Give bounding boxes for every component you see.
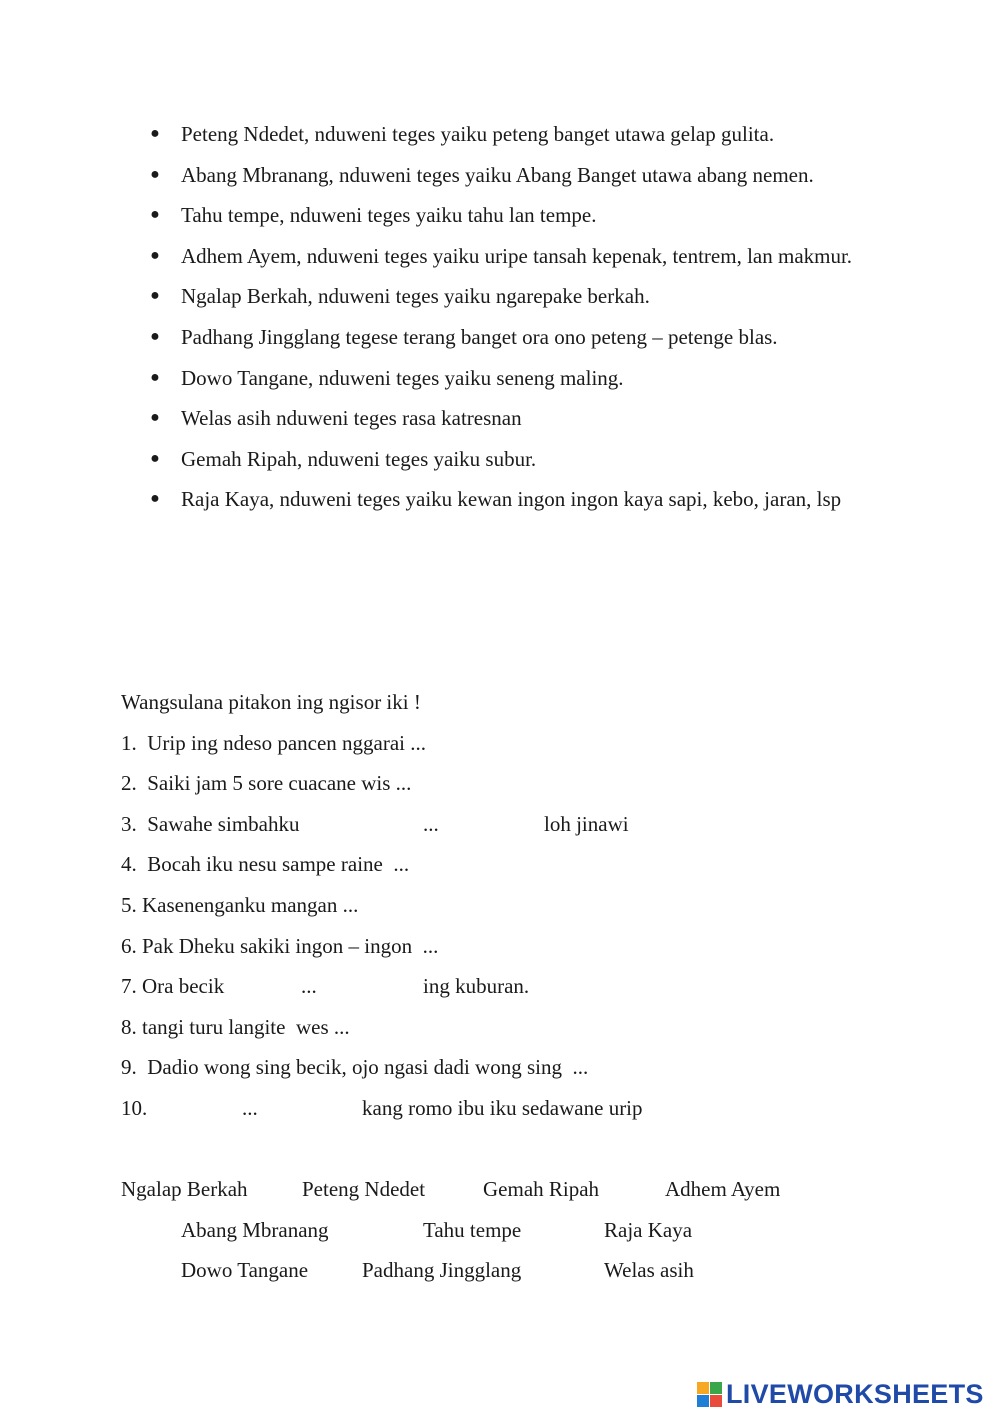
bullet-icon: ● [150, 206, 160, 224]
logo-square [710, 1382, 722, 1394]
bullet-icon: ● [150, 327, 160, 345]
question-9: 9. Dadio wong sing becik, ojo ngasi dadi wong sing ... [121, 1055, 589, 1079]
bullet-icon: ● [150, 125, 160, 142]
bullet-icon: ● [150, 409, 160, 427]
list-item: ● Dowo Tangane, nduweni teges yaiku seneng maling. [0, 358, 861, 399]
liveworksheets-logo [697, 1378, 984, 1410]
list-item: ● Abang Mbranang, nduweni teges yaiku Abang Banget utawa abang nemen. [0, 155, 861, 196]
logo-square [710, 1395, 722, 1407]
instruction-text: Wangsulana pitakon ing ngisor iki ! [121, 690, 421, 714]
question-7-suffix: ing kuburan. [423, 974, 530, 998]
list-item: ● Ngalap Berkah, nduweni teges yaiku ngarepake berkah. [0, 276, 861, 317]
list-item: ● Welas asih nduweni teges rasa katresnan [0, 398, 861, 439]
word-bank-item: Dowo Tangane [181, 1258, 309, 1282]
question-6: 6. Pak Dheku sakiki ingon – ingon ... [121, 934, 439, 958]
list-item: ● Raja Kaya, nduweni teges yaiku kewan ingon ingon kaya sapi, kebo, jaran, lsp [0, 479, 861, 520]
brand-text: LIVEWORKSHEETS [726, 1378, 984, 1409]
word-bank-item: Adhem Ayem [665, 1177, 781, 1201]
question-3-suffix: loh jinawi [544, 812, 629, 836]
bullet-icon: ● [150, 368, 160, 386]
question-10: 10. [121, 1096, 148, 1120]
list-item: ● Adhem Ayem, nduweni teges yaiku uripe tansah kepenak, tentrem, lan makmur. [0, 236, 861, 277]
word-bank-item: Ngalap Berkah [121, 1177, 248, 1201]
answer-blank[interactable]: ... [242, 1096, 258, 1120]
answer-blank[interactable]: ... [423, 812, 439, 836]
question-8: 8. tangi turu langite wes ... [121, 1015, 350, 1039]
question-5: 5. Kasenenganku mangan ... [121, 893, 359, 917]
bullet-icon: ● [150, 165, 160, 183]
word-bank-item: Welas asih [604, 1258, 694, 1282]
bullet-icon: ● [150, 449, 160, 467]
question-7: 7. Ora becik [121, 974, 225, 998]
list-item: ● Tahu tempe, nduweni teges yaiku tahu lan tempe. [0, 195, 861, 236]
logo-grid-icon [697, 1382, 722, 1407]
question-10-suffix: kang romo ibu iku sedawane urip [362, 1096, 643, 1120]
word-bank-item: Padhang Jingglang [362, 1258, 522, 1282]
answer-blank[interactable]: ... [301, 974, 317, 998]
question-4: 4. Bocah iku nesu sampe raine ... [121, 852, 410, 876]
list-item: ● Padhang Jingglang tegese terang banget ora ono peteng – petenge blas. [0, 317, 861, 358]
word-bank-item: Gemah Ripah [483, 1177, 600, 1201]
bullet-icon: ● [150, 246, 160, 264]
word-bank-item: Abang Mbranang [181, 1218, 329, 1242]
question-1: 1. Urip ing ndeso pancen nggarai ... [121, 731, 427, 755]
bullet-icon: ● [150, 490, 160, 508]
definitions-list [0, 114, 1000, 520]
word-bank-item: Peteng Ndedet [302, 1177, 426, 1201]
bullet-icon: ● [150, 287, 160, 305]
list-item: ● Gemah Ripah, nduweni teges yaiku subur. [0, 439, 861, 480]
word-bank-item: Tahu tempe [423, 1218, 522, 1242]
question-3: 3. Sawahe simbahku [121, 812, 300, 836]
question-2: 2. Saiki jam 5 sore cuacane wis ... [121, 771, 412, 795]
logo-square [697, 1395, 709, 1407]
logo-square [697, 1382, 709, 1394]
word-bank-item: Raja Kaya [604, 1218, 693, 1242]
list-item: ● Peteng Ndedet, nduweni teges yaiku peteng banget utawa gelap gulita. [0, 114, 861, 155]
